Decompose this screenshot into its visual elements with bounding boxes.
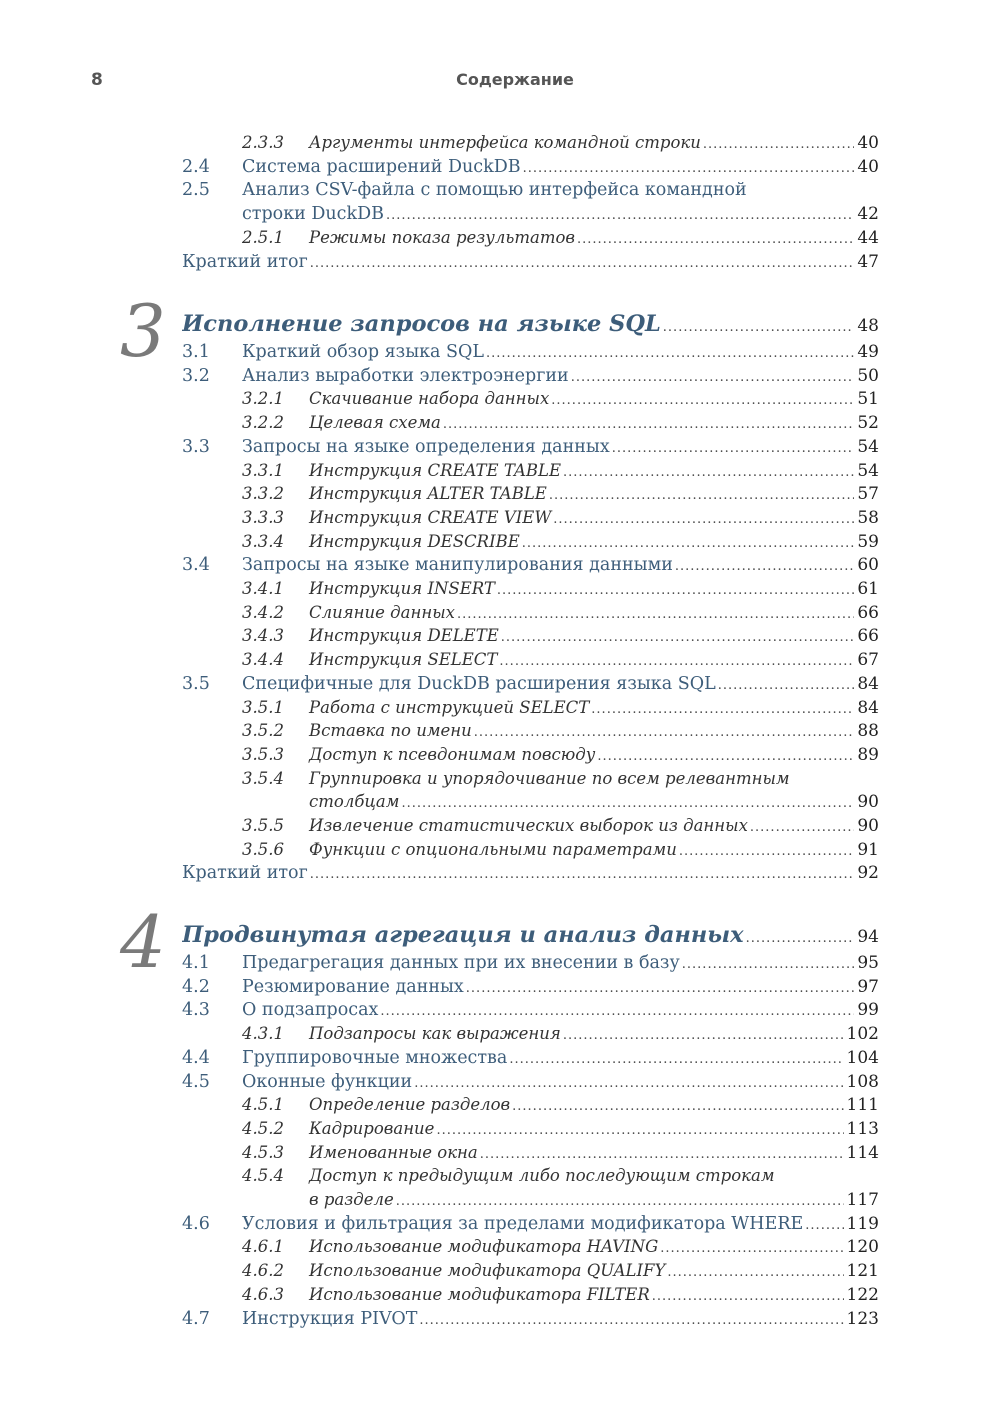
toc-page-number: 102 (846, 1024, 879, 1045)
toc-entry[interactable] (182, 951, 879, 975)
dot-leader (396, 1190, 844, 1212)
dot-leader (652, 1285, 844, 1307)
dot-leader (805, 1214, 843, 1236)
dot-leader (522, 532, 855, 554)
toc-page-number: 120 (846, 1237, 879, 1258)
toc-entry[interactable] (182, 131, 879, 155)
dot-leader (663, 313, 855, 339)
toc-entry-number: 3.4.3 (242, 626, 284, 646)
toc-entry[interactable] (182, 1283, 879, 1307)
toc-entry-title: Именованные окна (309, 1142, 478, 1162)
toc-page-number: 61 (857, 579, 879, 599)
toc-entry[interactable] (182, 1212, 879, 1236)
toc-page-number: 119 (846, 1213, 879, 1234)
toc-entry[interactable] (182, 814, 879, 838)
toc-entry-title: Предагрегация данных при их внесении в базу (242, 953, 680, 973)
toc-entry-number: 2.4 (182, 156, 210, 177)
chapter-page-number: 94 (857, 927, 879, 947)
dot-leader (571, 366, 855, 388)
toc-entry-title: Использование модификатора QUALIFY (309, 1261, 666, 1281)
toc-entry-number: 4.6 (182, 1213, 210, 1234)
toc-entry-number: 4.5 (182, 1071, 210, 1092)
toc-entry-title: Краткий обзор языка SQL (242, 342, 485, 362)
toc-page-number: 84 (857, 697, 879, 718)
dot-leader (436, 1119, 843, 1141)
toc-entry-title: Инструкция DELETE (309, 626, 499, 646)
dot-leader (577, 228, 854, 250)
toc-entry-title: Режимы показа результатов (309, 227, 575, 247)
toc-entry[interactable] (182, 719, 879, 743)
dot-leader (474, 721, 855, 743)
toc-entry[interactable] (182, 767, 879, 791)
dot-leader (553, 508, 854, 530)
dot-leader (667, 1261, 843, 1283)
toc-entry-title: Скачивание набора данных (309, 389, 550, 409)
toc-page-number: 40 (857, 133, 879, 153)
toc-entry[interactable] (182, 506, 879, 530)
toc-page-number: 40 (857, 156, 879, 177)
toc-entry-number: 3.4.4 (242, 650, 284, 670)
toc-entry-number: 3.4.2 (242, 602, 284, 622)
toc-entry-title: Оконные функции (242, 1071, 413, 1092)
toc-entry-title: Вставка по имени (309, 721, 472, 741)
toc-entry-title: Инструкция ALTER TABLE (309, 484, 547, 504)
toc-entry[interactable] (182, 1188, 879, 1212)
toc-entry-number: 4.3 (182, 1000, 210, 1021)
dot-leader (591, 698, 854, 720)
toc-entry-number: 3.3.3 (242, 507, 284, 527)
toc-entry[interactable] (182, 1259, 879, 1283)
toc-page-number: 99 (857, 1000, 879, 1021)
toc-entry-title: Инструкция PIVOT (242, 1308, 418, 1329)
dot-leader (497, 579, 854, 601)
toc-entry-number: 2.5 (182, 180, 210, 201)
toc-page-number: 91 (857, 839, 879, 860)
toc-entry[interactable] (182, 226, 879, 250)
toc-page-number: 117 (846, 1190, 879, 1210)
toc-page-number: 66 (857, 602, 879, 623)
dot-leader (718, 674, 855, 696)
chapter-title: Исполнение запросов на языке SQL (182, 311, 661, 337)
toc-entry-title: Анализ CSV-файла с помощью интерфейса командной (242, 180, 747, 201)
toc-entry-number: 3.2 (182, 365, 210, 386)
dot-leader (660, 1237, 843, 1259)
toc-entry-number: 4.1 (182, 953, 210, 973)
toc-entry-title: Целевая схема (309, 413, 441, 433)
toc-page-number: 60 (857, 555, 879, 576)
toc-entry-title: Условия и фильтрация за пределами модификатора WHERE (242, 1213, 804, 1234)
toc-page-number: 113 (846, 1118, 879, 1139)
dot-leader (551, 389, 854, 411)
toc-page-number: 108 (846, 1071, 879, 1092)
toc-entry[interactable] (182, 601, 879, 625)
toc-entry-number: 3.3.1 (242, 460, 284, 480)
toc-entry-title: Определение разделов (309, 1095, 511, 1115)
toc-entry-title: Краткий итог (182, 863, 308, 884)
toc-entry[interactable] (182, 411, 879, 435)
dot-leader (549, 484, 855, 506)
toc-entry[interactable] (182, 155, 879, 179)
toc-page-number: 52 (857, 413, 879, 434)
dot-leader (523, 157, 855, 179)
toc-entry[interactable] (182, 553, 879, 577)
chapter-number: 4 (120, 900, 166, 984)
toc-entry[interactable] (182, 790, 879, 814)
dot-leader (509, 1048, 843, 1070)
dot-leader (310, 252, 855, 274)
toc-entry-title: Функции с опциональными параметрами (309, 839, 677, 859)
toc-page-number: 114 (846, 1142, 879, 1163)
toc-entry-number: 3.5.5 (242, 816, 284, 835)
page-number: 8 (91, 70, 103, 90)
toc-entry-number: 4.2 (182, 976, 210, 997)
toc-page-number: 50 (857, 365, 879, 386)
toc-entry-title: Доступ к псевдонимам повсюду (309, 744, 596, 764)
toc-page-number: 59 (857, 531, 879, 552)
toc-entry-title: Краткий итог (182, 251, 308, 272)
dot-leader (466, 977, 855, 999)
toc-entry-title: Подзапросы как выражения (309, 1024, 561, 1044)
toc-entry-title: Запросы на языке определения данных (242, 436, 610, 457)
toc-page-number: 54 (857, 460, 879, 481)
dot-leader (746, 924, 855, 950)
dot-leader (703, 133, 854, 155)
toc-entry-title: Система расширений DuckDB (242, 156, 521, 177)
chapter-title: Продвинутая агрегация и анализ данных (182, 922, 744, 948)
toc-entry-number: 2.3.3 (242, 133, 284, 152)
toc-page-number: 58 (857, 507, 879, 528)
toc-entry-title: строки DuckDB (242, 204, 384, 225)
toc-entry[interactable] (182, 340, 879, 364)
toc-entry-title: Группировка и упорядочивание по всем релевантным (309, 768, 790, 788)
toc-entry-title: Использование модификатора HAVING (309, 1237, 659, 1257)
dot-leader (679, 840, 855, 862)
toc-entry[interactable] (182, 482, 879, 506)
toc-entry[interactable] (182, 202, 879, 226)
toc-entry[interactable] (182, 838, 879, 862)
toc-entry-number: 3.3.2 (242, 484, 284, 504)
toc-entry-title: Резюмирование данных (242, 976, 464, 997)
toc-entry-number: 4.5.4 (242, 1166, 284, 1186)
dot-leader (682, 953, 855, 975)
toc-entry[interactable] (182, 459, 879, 483)
dot-leader (386, 204, 854, 226)
toc-entry-title: Извлечение статистических выборок из данных (309, 816, 748, 835)
toc-entry-title: столбцам (309, 792, 400, 812)
toc-entry[interactable] (182, 577, 879, 601)
toc-entry-number: 4.6.1 (242, 1237, 284, 1257)
dot-leader (501, 626, 855, 648)
toc-entry[interactable] (182, 1070, 879, 1094)
dot-leader (414, 1072, 843, 1094)
toc-page-number: 66 (857, 626, 879, 647)
dot-leader (401, 792, 854, 814)
toc-entry-number: 4.5.2 (242, 1118, 284, 1138)
toc-page-number: 67 (857, 650, 879, 671)
toc-entry[interactable] (182, 1164, 879, 1188)
toc-entry-title: О подзапросах (242, 1000, 379, 1021)
toc-page-number: 123 (846, 1308, 879, 1329)
toc-entry-title: Инструкция SELECT (309, 650, 498, 670)
toc-page-number: 47 (857, 251, 879, 272)
toc-entry-number: 4.5.1 (242, 1095, 284, 1115)
chapter-title-entry[interactable] (182, 309, 879, 339)
toc-entry[interactable] (182, 364, 879, 388)
toc-page-number: 122 (846, 1284, 879, 1305)
toc-page-number: 97 (857, 976, 879, 997)
toc-page-number: 51 (857, 389, 879, 410)
toc-entry[interactable] (182, 648, 879, 672)
toc-entry[interactable] (182, 672, 879, 696)
toc-entry[interactable] (182, 624, 879, 648)
dot-leader (563, 1024, 844, 1046)
toc-summary-entry[interactable] (182, 861, 879, 885)
dot-leader (480, 1143, 844, 1165)
toc-entry[interactable] (182, 435, 879, 459)
toc-page-number: 92 (857, 863, 879, 884)
toc-summary-entry[interactable] (182, 250, 879, 274)
toc-entry-number: 2.5.1 (242, 227, 284, 247)
toc-entry[interactable] (182, 1235, 879, 1259)
toc-entry[interactable] (182, 696, 879, 720)
dot-leader (499, 650, 854, 672)
toc-entry-title: Аргументы интерфейса командной строки (309, 133, 701, 152)
toc-entry[interactable] (182, 743, 879, 767)
toc-entry-number: 3.5.3 (242, 744, 284, 764)
toc-page-number: 88 (857, 721, 879, 742)
running-head: Содержание (456, 70, 574, 89)
toc-entry-number: 4.6.2 (242, 1261, 284, 1281)
toc-entry[interactable] (182, 1307, 879, 1331)
toc-entry-number: 3.4.1 (242, 579, 284, 598)
toc-entry-title: Запросы на языке манипулирования данными (242, 555, 673, 576)
toc-entry-title: в разделе (309, 1190, 394, 1209)
toc-entry-number: 4.3.1 (242, 1024, 284, 1044)
toc-page-number: 84 (857, 673, 879, 694)
toc-entry-number: 3.5.2 (242, 721, 284, 741)
toc-page-number: 42 (857, 204, 879, 225)
dot-leader (675, 555, 854, 577)
dot-leader (457, 603, 854, 625)
toc-entry[interactable] (182, 1046, 879, 1070)
toc-entry-title: Использование модификатора FILTER (309, 1284, 650, 1304)
dot-leader (310, 863, 855, 885)
toc-page-number: 90 (857, 816, 879, 836)
toc-entry-number: 3.1 (182, 342, 210, 362)
toc-page-number: 44 (857, 227, 879, 248)
toc-entry-title: Работа с инструкцией SELECT (309, 697, 590, 717)
toc-page-number: 111 (846, 1095, 879, 1116)
chapter-title-entry[interactable] (182, 920, 879, 950)
toc-entry-title: Специфичные для DuckDB расширения языка SQL (242, 673, 716, 694)
dot-leader (486, 342, 854, 364)
toc-entry[interactable] (182, 975, 879, 999)
toc-entry[interactable] (182, 998, 879, 1022)
toc-page-number: 54 (857, 436, 879, 457)
toc-entry-title: Инструкция DESCRIBE (309, 531, 520, 551)
dot-leader (612, 437, 855, 459)
toc-entry[interactable] (182, 530, 879, 554)
chapter-page-number: 48 (857, 316, 879, 336)
toc-entry-number: 4.7 (182, 1308, 210, 1329)
toc-entry-title: Кадрирование (309, 1118, 435, 1138)
toc-page-number: 89 (857, 744, 879, 765)
dot-leader (750, 816, 854, 838)
chapter-number: 3 (120, 289, 166, 373)
toc-entry-number: 3.5.1 (242, 697, 284, 717)
toc-entry-title: Анализ выработки электроэнергии (242, 365, 569, 386)
toc-entry-number: 4.5.3 (242, 1142, 284, 1162)
toc-entry-number: 3.4 (182, 555, 210, 576)
toc-entry-title: Инструкция CREATE VIEW (309, 507, 552, 527)
toc-entry-title: Группировочные множества (242, 1047, 508, 1068)
toc-entry-number: 4.6.3 (242, 1284, 284, 1304)
toc-entry-number: 3.3 (182, 436, 210, 457)
toc-entry[interactable] (182, 1093, 879, 1117)
toc-page-number: 121 (846, 1261, 879, 1282)
toc-entry[interactable] (182, 1141, 879, 1165)
toc-entry-title: Доступ к предыдущим либо последующим строкам (309, 1166, 775, 1186)
toc-entry-title: Слияние данных (309, 602, 455, 622)
dot-leader (380, 1000, 854, 1022)
toc-entry[interactable] (182, 178, 879, 202)
toc-entry-number: 3.2.1 (242, 389, 284, 409)
dot-leader (443, 413, 854, 435)
toc-page-number: 95 (857, 953, 879, 973)
toc-entry-title: Инструкция INSERT (309, 579, 495, 598)
dot-leader (512, 1095, 843, 1117)
toc-entry-number: 4.4 (182, 1047, 210, 1068)
toc-page-number: 49 (857, 342, 879, 362)
dot-leader (597, 745, 854, 767)
toc-entry[interactable] (182, 1117, 879, 1141)
dot-leader (419, 1309, 843, 1331)
toc-entry-number: 3.3.4 (242, 531, 284, 551)
toc-entry[interactable] (182, 387, 879, 411)
toc-entry-number: 3.5.6 (242, 839, 284, 859)
toc-entry-number: 3.5.4 (242, 768, 284, 788)
toc-entry[interactable] (182, 1022, 879, 1046)
toc-entry-number: 3.2.2 (242, 413, 284, 433)
toc-page-number: 104 (846, 1047, 879, 1068)
toc-page-number: 57 (857, 484, 879, 505)
toc-entry-title: Инструкция CREATE TABLE (309, 460, 561, 480)
toc-page-number: 90 (857, 792, 879, 813)
dot-leader (563, 461, 854, 483)
toc-entry-number: 3.5 (182, 673, 210, 694)
